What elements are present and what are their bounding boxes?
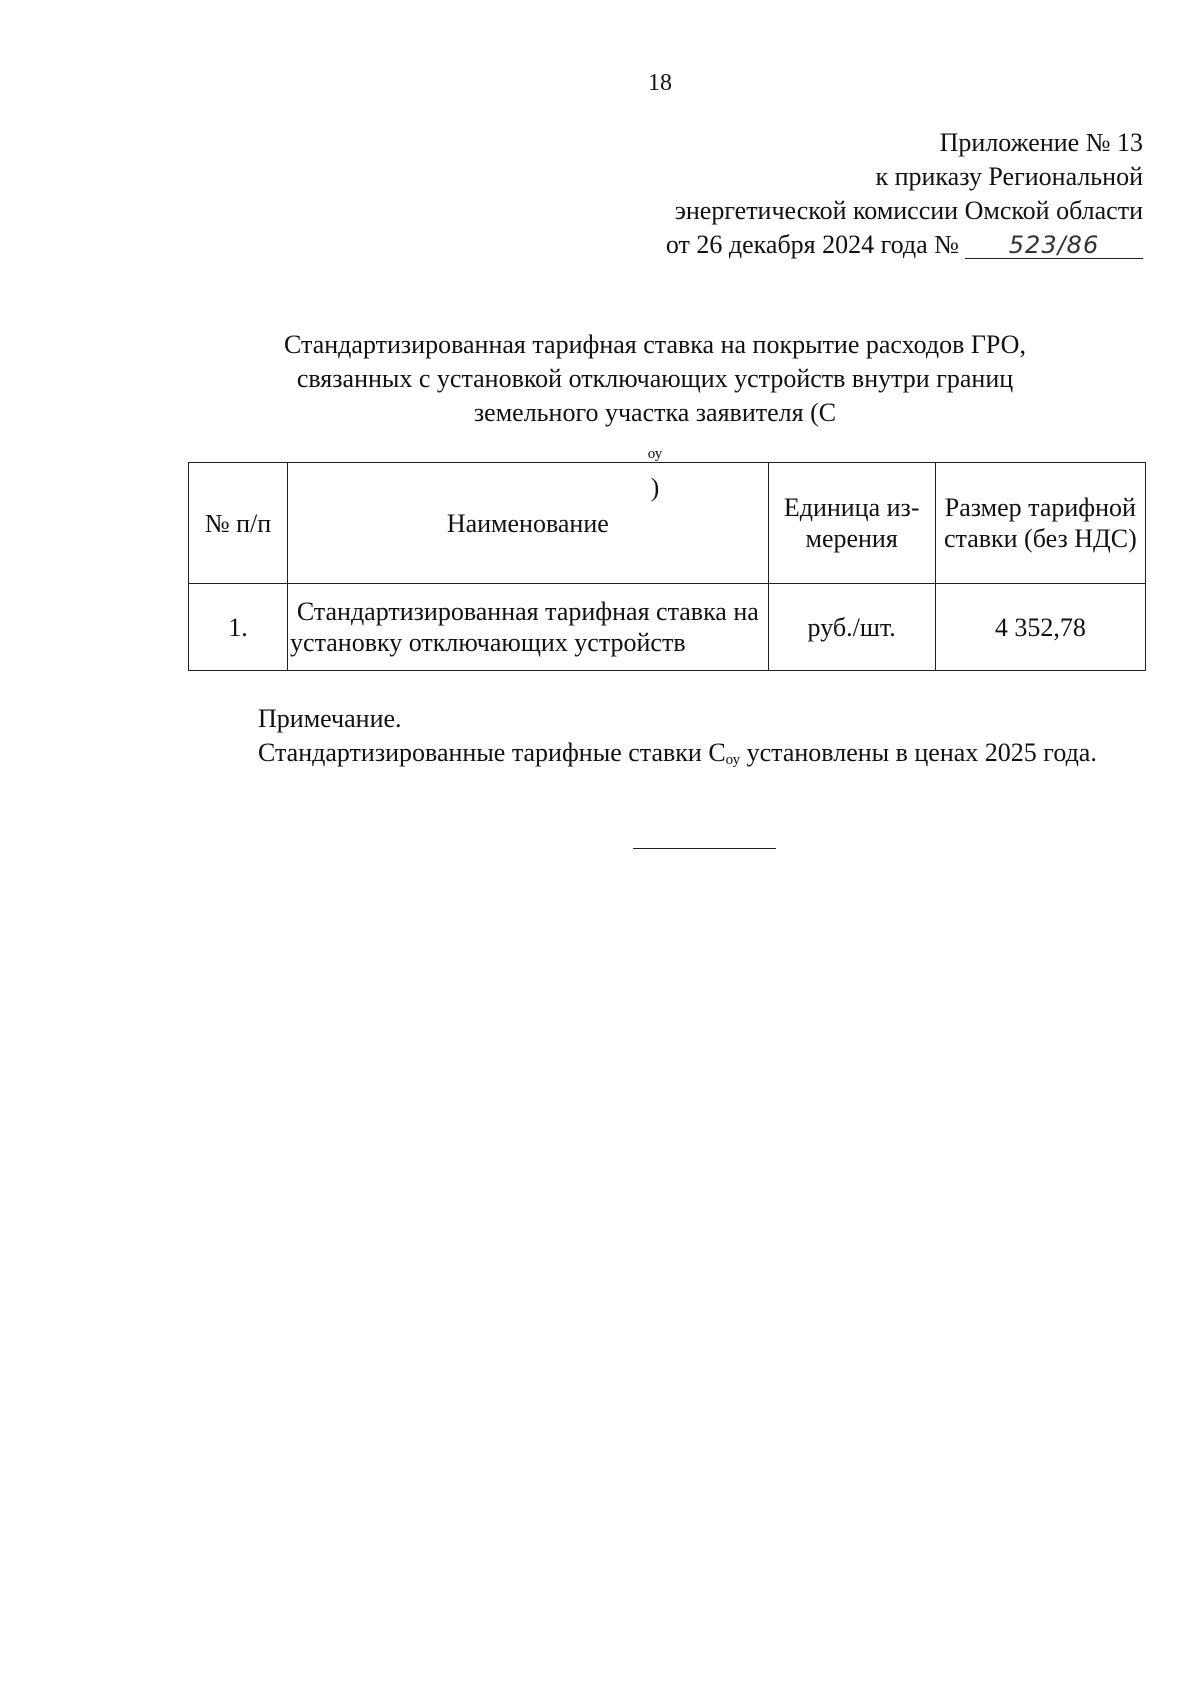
title-line-3-text: земельного участка заявителя (С [473,398,837,427]
note-section [188,702,1146,777]
appendix-issuer: энергетической комиссии Омской области [674,196,1143,225]
cell-name: Стандартизированная тарифная ставка на установку отключающих устройств [288,584,769,671]
appendix-order-line [666,228,1143,262]
tariff-table [188,462,1146,671]
appendix-header [666,126,1143,262]
appendix-reference: к приказу Региональной [875,162,1143,191]
note-label: Примечание. [258,704,402,733]
end-separator-line [633,848,776,849]
appendix-order-date: от 26 декабря 2024 года № [665,230,959,259]
title-line-3-end: ) [650,473,660,502]
note-subscript: оу [725,752,741,768]
header-number: № п/п [189,463,288,584]
header-rate: Размер тарифной ставки (без НДС) [935,463,1145,584]
title-subscript: оу [647,446,663,462]
header-unit: Единица из-мерения [768,463,935,584]
cell-rate: 4 352,78 [935,584,1145,671]
header-name: Наименование [288,463,769,584]
handwritten-order-number: 523/86 [965,232,1143,259]
appendix-title: Приложение № 13 [939,128,1143,157]
cell-number: 1. [189,584,288,671]
note-text-start: Стандартизированные тарифные ставки С [258,738,726,767]
table-row [189,584,1146,671]
note-text-end: установлены в ценах 2025 года. [740,738,1097,767]
note-text [188,736,1146,777]
title-line-2: связанных с установкой отключающих устройств внутри границ [296,364,1014,393]
title-line-1: Стандартизированная тарифная ставка на покрытие расходов ГРО, [284,330,1026,359]
cell-unit: руб./шт. [768,584,935,671]
page-number: 18 [648,70,672,96]
table-header-row [189,463,1146,584]
